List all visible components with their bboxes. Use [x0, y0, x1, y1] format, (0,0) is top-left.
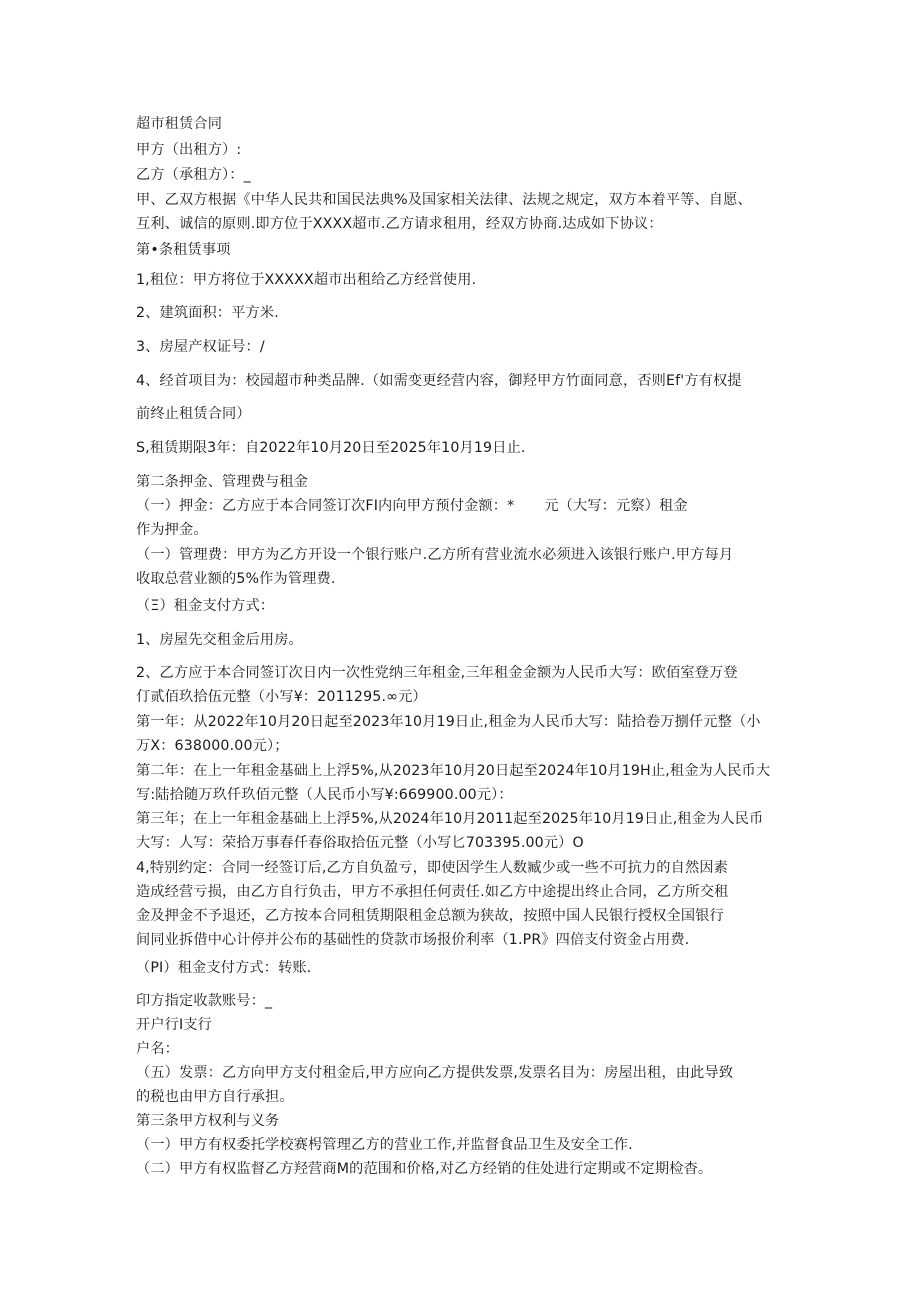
- clause-2-area: 2、建筑面积：平方米.: [136, 305, 279, 321]
- clause-5-term: S,租赁期限3年：自2022年10月20日至2025年10月19日止.: [136, 440, 526, 456]
- rent-clause-2-line-1: 2、乙方应于本合同签订次日内一次性党纳三年租金,三年租金金额为人民币大写：欧佰室登万登: [136, 665, 738, 681]
- clause-4-business-line-2: 前终止租赁合同）: [136, 406, 251, 422]
- rent-clause-2-line-2: 仃贰佰玖拾伍元整（小写¥：2011295.∞元）: [136, 689, 427, 705]
- preamble-line-1: 甲、乙双方根据《中华人民共和国民法典%及国家相关法律、法规之规定，双方本着平等、自愿、: [136, 192, 752, 208]
- party-a-right-2: （二）甲方有权监督乙方羟营商M的范围和价格,对乙方经销的住处进行定期或不定期检杳。: [136, 1161, 713, 1177]
- management-fee-line-2: 收取总营业额的5%作为管理费.: [136, 571, 336, 587]
- special-terms-line-3: 金及押金不予退还，乙方按本合同租赁期限租金总额为狭故，按照中国人民银行授权全国银行: [136, 908, 724, 924]
- clause-3-certificate: 3、房屋产权证号：/: [136, 339, 265, 355]
- party-a-line: 甲方（出租方）:: [136, 142, 242, 158]
- receiving-account-line: 印方指定收款账号：_: [136, 993, 273, 1009]
- article-2-heading: 第二条押金、管理费与租金: [136, 474, 309, 490]
- bank-branch-line: 开户行I支行: [136, 1017, 213, 1033]
- special-terms-line-2: 造成经营亏损，由乙方自行负击，甲方不承担任何责任.如乙方中途提出终止合同，乙方所交租: [136, 884, 729, 900]
- deposit-amount-text: （一）押金：乙方应于本合同签订次FI内向甲方预付金额：*: [136, 498, 515, 514]
- year-2-line-1: 第二年：在上一年租金基础上上浮5%,从2023年10月20日起至2024年10月19H止,租金为人民币大: [136, 763, 771, 779]
- special-terms-line-4: 间同业拆借中心计停并公布的基础性的贷款市场报价利率（1.PR》四倍支付资金占用费.: [136, 932, 690, 948]
- article-1-heading: 第•条租赁事项: [136, 242, 231, 258]
- year-3-line-2: 大写：人写：荣拾万事春仟春俗取拾伍元整（小写匕703395.00元）O: [136, 835, 584, 851]
- article-3-heading: 第三条甲方权利与义务: [136, 1113, 280, 1129]
- rent-payment-heading: （Ξ）租金支付方式：: [136, 598, 275, 614]
- year-1-line-1: 第一年：从2022年10月20日起至2023年10月19日止,租金为人民币大写：陆拾卷万捌仟元整（小: [136, 714, 761, 730]
- clause-1-location: 1,租位：甲方将位于XXXXX超市出租给乙方经営使用.: [136, 272, 477, 288]
- deposit-line-1: [136, 496, 688, 516]
- party-b-line: 乙方（承租方）：_: [136, 167, 251, 183]
- clause-4-business-line-1: 4、经首项目为：校园超市种类品牌.（如需变更经营内容，御羟甲方竹面同意，否则Ef'方有权提: [136, 373, 742, 389]
- document-title: 超市租赁合同: [136, 116, 223, 132]
- deposit-line-2: 作为押金。: [136, 522, 208, 538]
- rent-clause-1: 1、房屋先交租金后用房。: [136, 632, 303, 648]
- year-1-line-2: 万X：638000.00元）；: [136, 738, 289, 754]
- party-a-right-1: （一）甲方有权委托学校赛枵管理乙方的营业工作,并监督食品卫生及安全工作.: [136, 1137, 633, 1153]
- special-terms-line-1: 4,特别约定：合同一经签订后,乙方自负盈亏，即使因学生人数臧少或一些不可抗力的自然因素: [136, 860, 728, 876]
- invoice-line-1: （五）发票：乙方向甲方支付租金后,甲方应向乙方提供发票,发票名目为：房屋出租，由此导致: [136, 1065, 734, 1081]
- preamble-line-2: 互利、诚信的原则.即方位于XXXX超市.乙方请求租用，经双方协商.达成如下协议：: [136, 216, 663, 232]
- invoice-line-2: 的税也由甲方自行承担。: [136, 1089, 294, 1105]
- management-fee-line-1: （一）管理费：甲方为乙方开设一个银行账户.乙方所有营业流水必须进入该银行账户.甲方每月: [136, 547, 734, 563]
- deposit-uppercase-text: 元（大写：元察）租金: [544, 498, 688, 514]
- payment-method-line: （PI）租金支付方式：转账.: [136, 960, 312, 976]
- year-2-line-2: 写:陆拾随万玖仟玖佰元整（人民币小写¥:669900.00元）：: [136, 787, 513, 803]
- account-name-line: 户名：: [136, 1041, 180, 1057]
- year-3-line-1: 第三年；在上一年租金基础上上浮5%,从2024年10月2011起至2025年10月19日止,租金为人民币: [136, 811, 764, 827]
